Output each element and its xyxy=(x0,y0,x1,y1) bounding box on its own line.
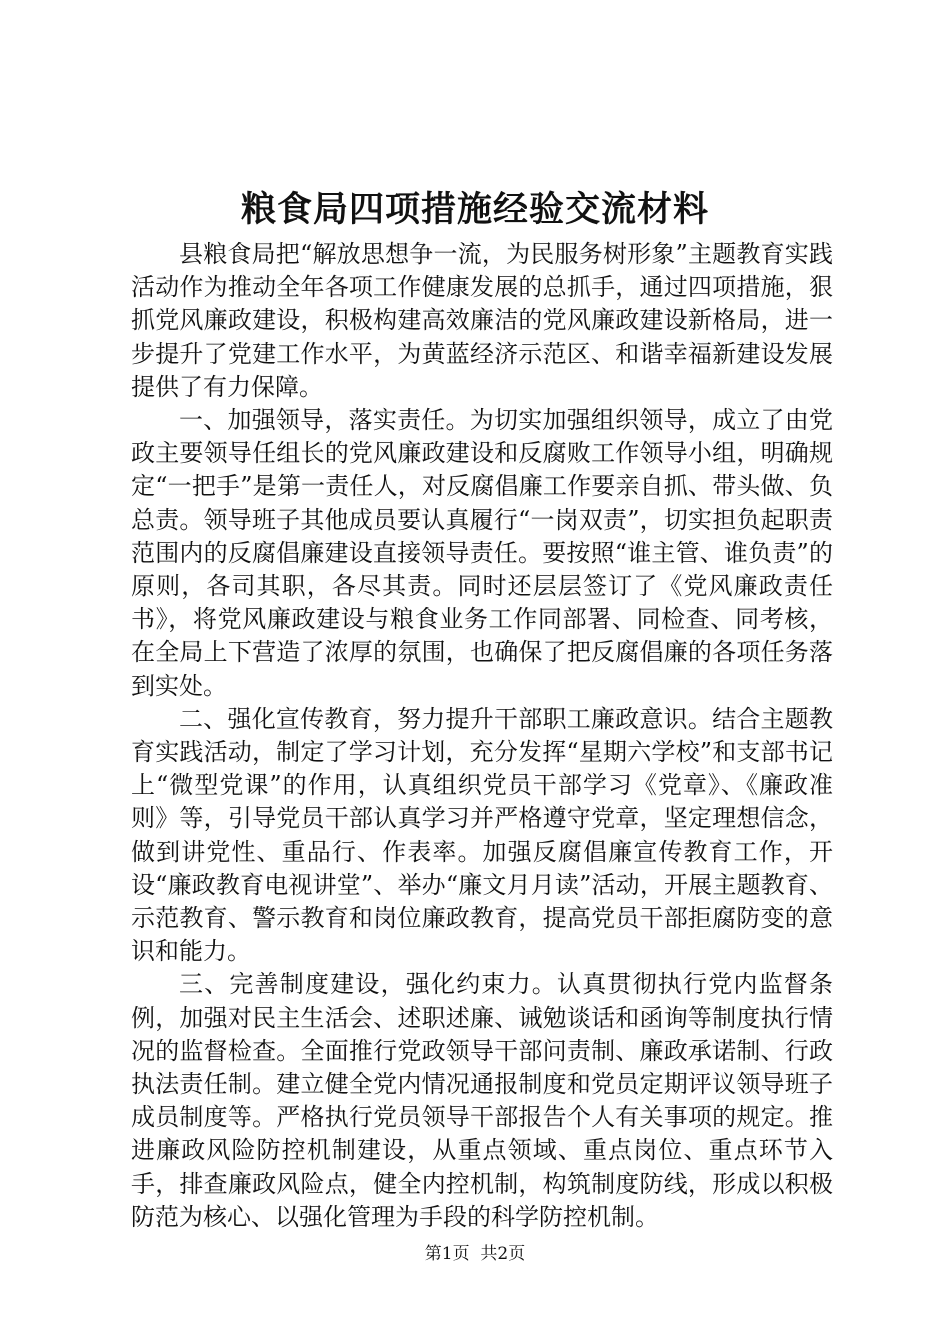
page-footer: 第1页 共2页 xyxy=(424,1244,526,1264)
paragraph-section-1: 一、加强领导，落实责任。为切实加强组织领导，成立了由党政主要领导任组长的党风廉政建设和反腐败工作领导小组，明确规定“一把手”是第一责任人，对反腐倡廉工作要亲自抓、带头做、负总责。领导班子其他成员要认真履行“一岗双责”，切实担负起职责范围内的反腐倡廉建设直接领导责任。要按照“谁主管、谁负责”的原则，各司其职，各尽其责。同时还层层签订了《党风廉政责任书》，将党风廉政建设与粮食业务工作同部署、同检查、同考核，在全局上下营造了浓厚的氛围，也确保了把反腐倡廉的各项任务落到实处。 xyxy=(131,406,833,700)
document-body xyxy=(131,238,833,1234)
paragraph-section-2: 二、强化宣传教育，努力提升干部职工廉政意识。结合主题教育实践活动，制定了学习计划，充分发挥“星期六学校”和支部书记上“微型党课”的作用，认真组织党员干部学习《党章》、《廉政准则》等，引导党员干部认真学习并严格遵守党章，坚定理想信念，做到讲党性、重品行、作表率。加强反腐倡廉宣传教育工作，开设“廉政教育电视讲堂”、举办“廉文月月读”活动，开展主题教育、示范教育、警示教育和岗位廉政教育，提高党员干部拒腐防变的意识和能力。 xyxy=(131,704,833,966)
paragraph-intro: 县粮食局把“解放思想争一流，为民服务树形象”主题教育实践活动作为推动全年各项工作健康发展的总抓手，通过四项措施，狠抓党风廉政建设，积极构建高效廉洁的党风廉政建设新格局，进一步提升了党建工作水平，为黄蓝经济示范区、和谐幸福新建设发展提供了有力保障。 xyxy=(131,240,833,401)
document-title: 粮食局四项措施经验交流材料 xyxy=(240,189,709,230)
paragraph-section-3: 三、完善制度建设，强化约束力。认真贯彻执行党内监督条例，加强对民主生活会、述职述廉、诫勉谈话和函询等制度执行情况的监督检查。全面推行党政领导干部问责制、廉政承诺制、行政执法责任制。建立健全党内情况通报制度和党员定期评议领导班子成员制度等。严格执行党员领导干部报告个人有关事项的规定。推进廉政风险防控机制建设，从重点领域、重点岗位、重点环节入手，排查廉政风险点，健全内控机制，构筑制度防线，形成以积极防范为核心、以强化管理为手段的科学防控机制。 xyxy=(131,970,833,1231)
